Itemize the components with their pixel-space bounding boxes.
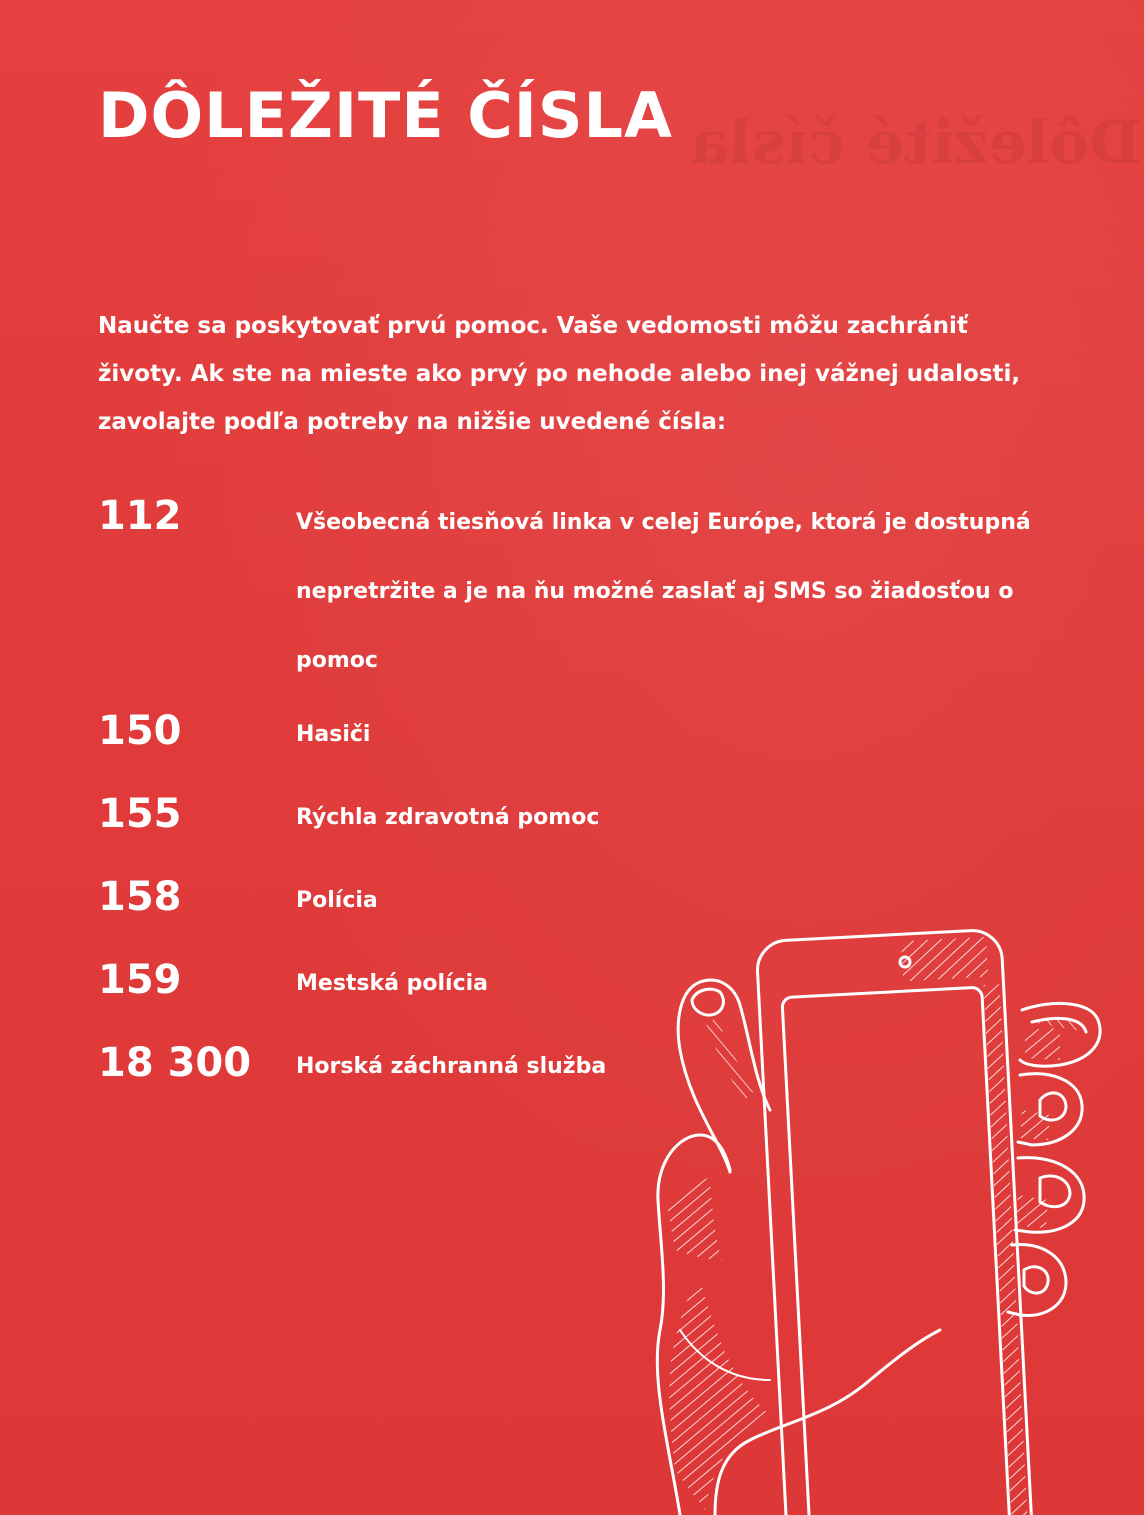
show-through-text: Dôležité čísla <box>690 108 1142 178</box>
phone-number: 158 <box>98 874 182 920</box>
phone-number: 159 <box>98 957 182 1003</box>
number-row <box>98 703 1058 786</box>
phone-number: 150 <box>98 708 182 754</box>
number-row <box>98 786 1058 869</box>
number-description: Hasiči <box>296 722 371 747</box>
phone-number: 155 <box>98 791 182 837</box>
intro-paragraph: Naučte sa poskytovať prvú pomoc. Vaše vedomosti môžu zachrániť životy. Ak ste na mieste ako prvý po nehode alebo inej vážnej udalosti, zavolajte podľa potreby na nižšie uvedené čísla: <box>98 313 1021 435</box>
number-description: Horská záchranná služba <box>296 1054 607 1079</box>
hand-holding-smartphone-icon <box>620 910 1120 1515</box>
number-description: Rýchla zdravotná pomoc <box>296 805 600 830</box>
phone-number: 18 300 <box>98 1040 252 1086</box>
number-row <box>98 488 1058 695</box>
phone-number: 112 <box>98 493 182 539</box>
number-description: Mestská polícia <box>296 971 489 996</box>
page-title: DÔLEŽITÉ ČÍSLA <box>98 79 673 152</box>
number-description: Polícia <box>296 888 378 913</box>
number-description: Všeobecná tiesňová linka v celej Európe, ktorá je dostupná nepretržite a je na ňu možné zaslať aj SMS so žiadosťou o pomoc <box>296 510 1031 673</box>
